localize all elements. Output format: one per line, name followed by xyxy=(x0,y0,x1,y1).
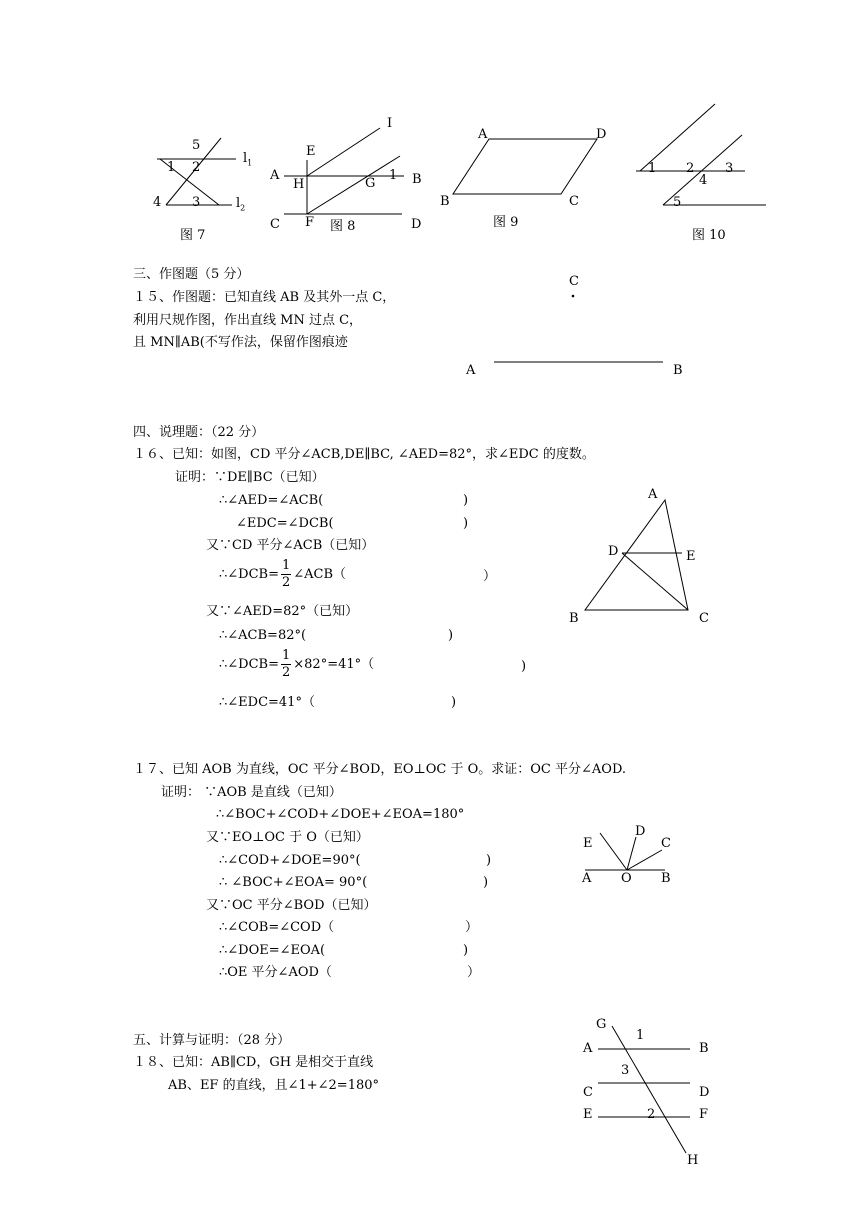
q16-line4: 又∵CD 平分∠ACB（已知） xyxy=(206,538,375,553)
q17-label-D: D xyxy=(635,824,646,839)
q17-line6: 又∵OC 平分∠BOD（已知） xyxy=(206,898,377,913)
fig8-label-A: A xyxy=(270,168,280,183)
q15-line2: 利用尺规作图，作出直线 MN 过点 C， xyxy=(133,313,363,328)
q17-line7-close: ） xyxy=(465,920,479,935)
q18-label-C: C xyxy=(583,1085,593,1100)
q17-line2: ∴∠BOC+∠COD+∠DOE+∠EOA=180° xyxy=(216,807,465,822)
fig8-label-E: E xyxy=(306,144,316,159)
q15-line1: １５、作图题：已知直线 AB 及其外一点 C， xyxy=(133,290,396,305)
fig8-label-D: D xyxy=(411,217,422,232)
q15-line3: 且 MN∥AB(不写作法，保留作图痕迹 xyxy=(133,335,348,350)
q18-line1: １８、已知：AB∥CD，GH 是相交于直线 xyxy=(133,1055,374,1070)
q16-line2-close: ) xyxy=(463,493,469,508)
q16-label-B: B xyxy=(569,611,579,626)
fig9-label-A: A xyxy=(478,127,488,142)
fig7-label-l2: $l_2$ xyxy=(236,196,246,213)
q17-line4-close: ) xyxy=(486,853,492,868)
q15-label-C: C xyxy=(569,274,579,289)
fig8-label-I: I xyxy=(387,116,393,131)
q17-label-C: C xyxy=(661,836,671,851)
fig8-label-1: 1 xyxy=(389,168,398,183)
fig8-label-H: H xyxy=(293,177,305,192)
fig10-label-4: 4 xyxy=(699,173,708,188)
fig9-caption: 图 9 xyxy=(493,215,519,230)
q16-label-E: E xyxy=(686,549,696,564)
fig8-label-F: F xyxy=(305,215,315,230)
fig7-label-l1: $l_1$ xyxy=(243,151,253,168)
fraction-half: $\frac{1}{2}$ xyxy=(281,558,291,590)
section4-heading: 四、说理题：（22 分） xyxy=(133,425,265,440)
q16-label-A: A xyxy=(648,487,658,502)
q18-label-2: 2 xyxy=(647,1107,656,1122)
q18-label-H: H xyxy=(687,1153,699,1168)
fig10-caption: 图 10 xyxy=(692,228,726,243)
q16-line7: ∴∠ACB=82°( xyxy=(219,628,307,643)
q16-line6: 又∵∠AED=82°（已知） xyxy=(206,604,359,619)
fig8-label-B: B xyxy=(412,172,422,187)
q16-line5: ∴∠DCB= $\frac{1}{2}$ ∠ACB（ xyxy=(219,558,347,590)
q16-line5-close: ） xyxy=(483,569,497,584)
fig10-label-1: 1 xyxy=(648,161,657,176)
fig7-label-1: 1 xyxy=(167,160,176,175)
q16-stem: １６、已知：如图，CD 平分∠ACB,DE∥BC, ∠AED=82°，求∠EDC 的度数。 xyxy=(133,447,595,462)
section5-heading: 五、计算与证明：（28 分） xyxy=(133,1033,291,1048)
fig7-label-3: 3 xyxy=(192,195,201,210)
q16-line9-close: ) xyxy=(451,695,457,710)
q17-line3: 又∵EO⊥OC 于 O（已知） xyxy=(206,830,369,845)
q18-label-B: B xyxy=(699,1041,709,1056)
fig9-label-D: D xyxy=(596,127,607,142)
q17-line9-close: ） xyxy=(467,965,481,980)
q17-stem: １７、已知 AOB 为直线，OC 平分∠BOD，EO⊥OC 于 O。求证：OC 平分∠AOD. xyxy=(133,762,627,777)
fraction-half: $\frac{1}{2}$ xyxy=(281,648,291,680)
q18-label-F: F xyxy=(699,1107,709,1122)
q17-line7: ∴∠COB=∠COD（ xyxy=(219,920,335,935)
q17-label-O: O xyxy=(621,871,632,886)
fig10-label-5: 5 xyxy=(673,195,682,210)
q15-label-A: A xyxy=(466,363,476,378)
q16-line3: ∠EDC=∠DCB( xyxy=(236,516,334,531)
q16-line1: 证明：∵DE∥BC（已知） xyxy=(175,470,325,485)
fig8-label-G: G xyxy=(365,176,376,191)
fig8-caption: 图 8 xyxy=(330,219,356,234)
q17-line8-close: ) xyxy=(463,943,469,958)
fig10-label-2: 2 xyxy=(686,161,695,176)
q18-label-3: 3 xyxy=(621,1063,630,1078)
q17-label-A: A xyxy=(582,871,592,886)
q15-label-B: B xyxy=(673,363,683,378)
fig7-label-5: 5 xyxy=(192,138,201,153)
fig9-label-B: B xyxy=(440,194,450,209)
fig8-label-C: C xyxy=(270,217,280,232)
q18-line2: AB、EF 的直线，且∠1+∠2=180° xyxy=(168,1078,380,1093)
q16-line9: ∴∠EDC=41°（ xyxy=(219,695,315,710)
q16-line8: ∴∠DCB= $\frac{1}{2}$ ×82°=41°（ xyxy=(219,648,375,680)
q16-line8-close: ) xyxy=(521,659,527,674)
q18-label-G: G xyxy=(596,1017,607,1032)
q17-line4: ∴∠COD+∠DOE=90°( xyxy=(219,853,361,868)
q16-label-D: D xyxy=(608,544,619,559)
q17-label-E: E xyxy=(583,836,593,851)
q16-line7-close: ) xyxy=(448,628,454,643)
q17-label-B: B xyxy=(661,871,671,886)
section3-heading: 三、作图题（5 分） xyxy=(133,267,250,282)
q17-line1: 证明： ∵AOB 是直线（已知） xyxy=(161,785,342,800)
q17-line5: ∴ ∠BOC+∠EOA= 90°( xyxy=(219,875,368,890)
q17-line9: ∴OE 平分∠AOD（ xyxy=(219,965,332,980)
fig10-label-3: 3 xyxy=(725,161,734,176)
q16-line3-close: ) xyxy=(463,516,469,531)
fig7-caption: 图 7 xyxy=(180,228,206,243)
q16-label-C: C xyxy=(699,611,709,626)
q17-line5-close: ) xyxy=(483,875,489,890)
fig9-label-C: C xyxy=(569,194,579,209)
q16-line2: ∴∠AED=∠ACB( xyxy=(219,493,324,508)
q18-label-E: E xyxy=(583,1107,593,1122)
fig7-label-2: 2 xyxy=(192,160,201,175)
q18-label-D: D xyxy=(699,1085,710,1100)
q18-label-1: 1 xyxy=(636,1028,645,1043)
fig7-label-4: 4 xyxy=(153,195,162,210)
q18-label-A: A xyxy=(583,1041,593,1056)
q17-line8: ∴∠DOE=∠EOA( xyxy=(219,943,326,958)
